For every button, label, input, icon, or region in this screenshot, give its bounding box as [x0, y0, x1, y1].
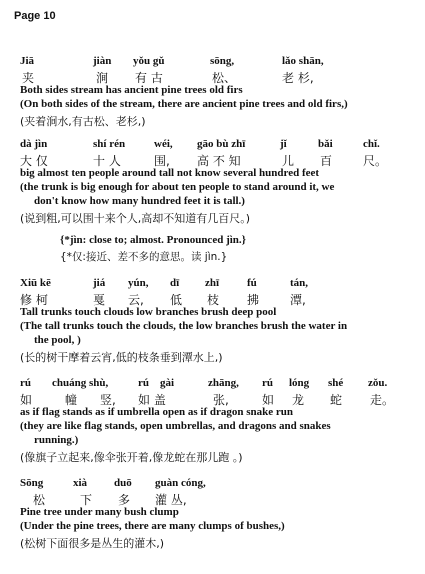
pinyin-token: rú	[20, 377, 31, 389]
hanzi-token: 围,	[154, 154, 170, 168]
pinyin-token: guàn cóng,	[155, 477, 206, 489]
hanzi-token: 龙	[292, 393, 305, 407]
pinyin-token: Sōng	[20, 477, 44, 489]
hanzi-token: 张,	[213, 393, 229, 407]
pinyin-token: shé	[328, 377, 344, 389]
hanzi-token: 戛	[93, 293, 106, 307]
stanza-3-hanzi-row	[0, 291, 425, 307]
translation-line: (The tall trunks touch the clouds, the low branches brush the water in	[20, 320, 348, 332]
pinyin-token: yǒu gǔ	[133, 55, 165, 67]
hanzi-token: 如 盖	[138, 393, 166, 407]
translation-line: don't know how many hundred feet it is tall.)	[34, 195, 245, 207]
translation-line: (the trunk is big enough for about ten people to stand around it, we	[20, 181, 335, 193]
hanzi-token: 高 不 知	[197, 154, 241, 168]
literal-gloss: Pine tree under many bush clump	[20, 506, 179, 518]
pinyin-token: gài	[160, 377, 175, 389]
hanzi-token: 夹	[22, 71, 35, 85]
pinyin-token: dī	[170, 277, 180, 289]
modern-chinese-line: (松树下面很多是丛生的灌木,)	[20, 537, 165, 550]
pinyin-token: gāo bù zhī	[197, 138, 246, 150]
hanzi-token: 松、	[212, 71, 237, 85]
translation-line: (they are like flag stands, open umbrellas, and dragons and snakes	[20, 420, 331, 432]
pinyin-token: zǒu.	[368, 377, 388, 389]
translation-line: (On both sides of the stream, there are ancient pine trees and old firs,)	[20, 98, 348, 110]
pinyin-token: fú	[247, 277, 257, 289]
pinyin-token: lǎo shān,	[282, 55, 324, 67]
literal-gloss: Both sides stream has ancient pine trees old firs	[20, 84, 243, 96]
hanzi-token: 修 柯	[20, 293, 48, 307]
pinyin-token: chǐ.	[363, 138, 380, 150]
hanzi-token: 儿	[282, 154, 295, 168]
pinyin-token: xià	[73, 477, 88, 489]
hanzi-token: 十 人	[93, 154, 121, 168]
pinyin-token: bǎi	[318, 138, 333, 150]
pronunciation-note: {*jìn: close to; almost. Pronounced jìn.}	[60, 234, 246, 246]
pinyin-token: sōng,	[210, 55, 235, 67]
modern-chinese-line: (夹着涧水,有古松、老杉,)	[20, 115, 146, 128]
hanzi-token: 云,	[128, 293, 144, 307]
modern-chinese-line: (说到粗,可以围十来个人,高却不知道有几百尺。)	[20, 212, 251, 225]
pinyin-token: zhī	[205, 277, 220, 289]
stanza-3-pinyin-row	[0, 277, 425, 289]
pinyin-token: zhāng,	[208, 377, 239, 389]
pinyin-token: chuáng shù,	[52, 377, 109, 389]
literal-gloss: big almost ten people around tall not know several hundred feet	[20, 167, 320, 179]
stanza-2-hanzi-row	[0, 152, 425, 168]
hanzi-token: 大 仅	[20, 154, 48, 168]
hanzi-token: 涧	[96, 71, 109, 85]
hanzi-token: 低	[170, 293, 183, 307]
pronunciation-note-chinese: {*仅:接近、差不多的意思。读 jìn.}	[60, 251, 228, 263]
literal-gloss: as if flag stands as if umbrella open as if dragon snake run	[20, 406, 294, 418]
pinyin-token: Jiā	[20, 55, 35, 67]
stanza-1-pinyin-row	[0, 55, 425, 67]
pinyin-token: duō	[114, 477, 132, 489]
hanzi-token: 竖,	[100, 393, 116, 407]
modern-chinese-line: (像旗子立起来,像伞张开着,像龙蛇在那儿跑 。)	[20, 451, 243, 464]
pinyin-token: shí rén	[93, 138, 126, 150]
hanzi-token: 如	[262, 393, 275, 407]
hanzi-token: 走。	[370, 393, 395, 407]
pinyin-token: dà jìn	[20, 138, 48, 150]
literal-gloss: Tall trunks touch clouds low branches brush deep pool	[20, 306, 277, 318]
pinyin-token: rú	[262, 377, 273, 389]
pinyin-token: yún,	[128, 277, 149, 289]
hanzi-token: 百	[320, 154, 333, 168]
hanzi-token: 如	[20, 393, 33, 407]
translation-line: (Under the pine trees, there are many clumps of bushes,)	[20, 520, 285, 532]
hanzi-token: 老 杉,	[282, 71, 314, 85]
pinyin-token: lóng	[289, 377, 310, 389]
hanzi-token: 尺。	[363, 154, 388, 168]
hanzi-token: 潭,	[290, 293, 306, 307]
hanzi-token: 枝	[207, 293, 220, 307]
stanza-5-hanzi-row	[0, 491, 425, 507]
pinyin-token: tán,	[290, 277, 309, 289]
stanza-2-pinyin-row	[0, 138, 425, 150]
hanzi-token: 蛇	[330, 393, 343, 407]
pinyin-token: Xiū kē	[20, 277, 51, 289]
pinyin-token: jiá	[93, 277, 106, 289]
pinyin-token: jǐ	[280, 138, 287, 150]
hanzi-token: 下	[80, 493, 93, 507]
hanzi-token: 多	[118, 493, 131, 507]
stanza-1-hanzi-row	[0, 69, 425, 85]
hanzi-token: 幢	[65, 393, 78, 407]
stanza-5-pinyin-row	[0, 477, 425, 489]
page-number: Page 10	[14, 10, 56, 22]
hanzi-token: 有 古	[135, 71, 163, 85]
translation-line: the pool, )	[34, 334, 81, 346]
pinyin-token: rú	[138, 377, 149, 389]
translation-line: running.)	[34, 434, 79, 446]
hanzi-token: 灌 丛,	[155, 493, 187, 507]
modern-chinese-line: (长的树干摩着云宵,低的枝条垂到潭水上,)	[20, 351, 223, 364]
pinyin-token: wéi,	[154, 138, 173, 150]
pinyin-token: jiàn	[93, 55, 112, 67]
stanza-4-pinyin-row	[0, 377, 425, 389]
hanzi-token: 拂	[247, 293, 260, 307]
hanzi-token: 松	[33, 493, 46, 507]
stanza-4-hanzi-row	[0, 391, 425, 407]
